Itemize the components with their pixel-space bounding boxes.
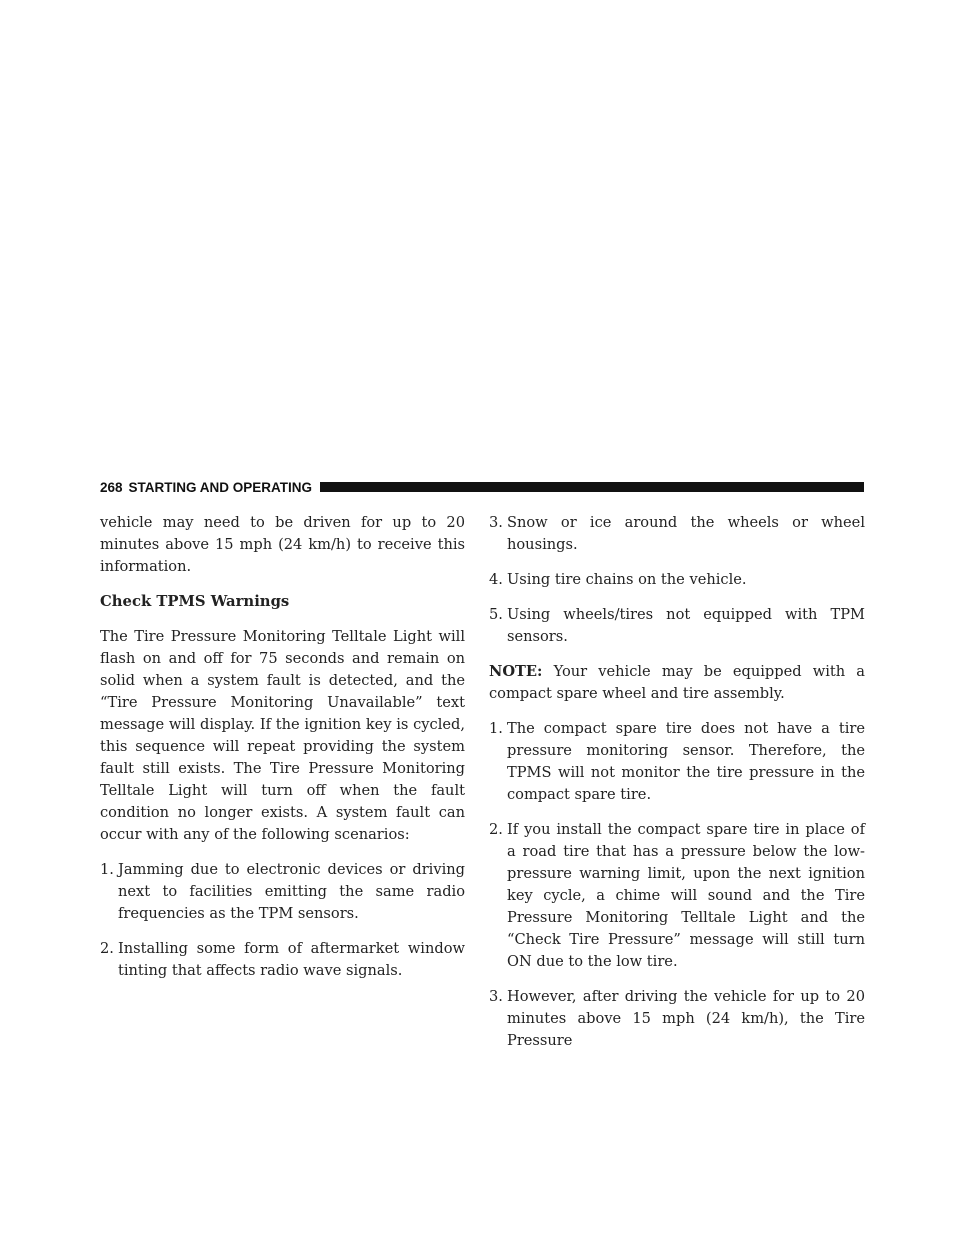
right-column <box>489 512 865 1065</box>
section-heading: Check TPMS Warnings <box>100 593 290 610</box>
list-text: Jamming due to electronic devices or driving next to facilities emitting the same radio frequencies as the TPM sensors. <box>118 861 465 922</box>
list-item <box>489 604 865 648</box>
list-text: The compact spare tire does not have a tire pressure monitoring sensor. Therefore, the TPMS will not monitor the tire pressure in the compact spare tire. <box>507 720 865 803</box>
page-number: 268 <box>100 479 123 495</box>
list-text: Snow or ice around the wheels or wheel housings. <box>507 514 865 553</box>
list-number: 1. <box>489 720 503 737</box>
list-item <box>489 986 865 1052</box>
list-number: 3. <box>489 514 503 531</box>
list-text: Using tire chains on the vehicle. <box>507 571 747 588</box>
list-item <box>489 569 865 591</box>
list-item <box>489 512 865 556</box>
left-column <box>100 512 465 995</box>
list-number: 1. <box>100 861 114 878</box>
list-text: However, after driving the vehicle for up to 20 minutes above 15 mph (24 km/h), the Tire Pressure <box>507 988 865 1049</box>
list-item <box>100 859 465 925</box>
body-paragraph: The Tire Pressure Monitoring Telltale Light will flash on and off for 75 seconds and remain on solid when a system fault is detected, and the “Tire Pressure Monitoring Unavailable” text message will display. If the ignition key is cycled, this sequence will repeat providing the system fault still exists. The Tire Pressure Monitoring Telltale Light will turn off when the fault condition no longer exists. A system fault can occur with any of the following scenarios: <box>100 628 465 843</box>
list-number: 5. <box>489 606 503 623</box>
note-paragraph <box>489 661 865 705</box>
list-item <box>489 718 865 806</box>
header-rule <box>320 482 864 492</box>
note-text: Your vehicle may be equipped with a compact spare wheel and tire assembly. <box>489 663 865 702</box>
intro-paragraph: vehicle may need to be driven for up to 20 minutes above 15 mph (24 km/h) to receive this information. <box>100 514 465 575</box>
list-item <box>100 938 465 982</box>
list-number: 3. <box>489 988 503 1005</box>
list-text: Installing some form of aftermarket window tinting that affects radio wave signals. <box>118 940 465 979</box>
list-number: 4. <box>489 571 503 588</box>
list-number: 2. <box>100 940 114 957</box>
list-item <box>489 819 865 973</box>
note-label: NOTE: <box>489 663 543 680</box>
page-header <box>100 476 864 498</box>
list-text: Using wheels/tires not equipped with TPM sensors. <box>507 606 865 645</box>
list-number: 2. <box>489 821 503 838</box>
list-text: If you install the compact spare tire in place of a road tire that has a pressure below the low-pressure warning limit, upon the next ignition key cycle, a chime will sound and the Tire Pressure Monitoring Telltale Light and the “Check Tire Pressure” message will still turn ON due to the low tire. <box>507 821 865 970</box>
section-title: STARTING AND OPERATING <box>128 479 313 495</box>
